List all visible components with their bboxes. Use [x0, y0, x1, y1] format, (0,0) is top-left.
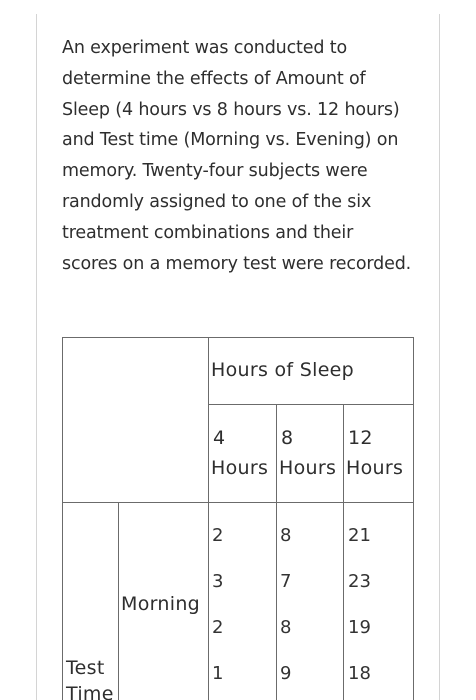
table-cell: 21 — [348, 525, 371, 546]
table-cell: 7 — [280, 571, 292, 592]
question-line: An experiment was conducted to — [62, 38, 348, 58]
column-group-header: Hours of Sleep — [211, 359, 355, 381]
column-header-bottom: Hours — [211, 457, 269, 479]
question-text — [62, 33, 434, 279]
column-header-top: 8 — [281, 427, 294, 449]
question-line: randomly assigned to one of the six — [62, 191, 372, 212]
table-cell: 8 — [280, 617, 292, 638]
question-line: scores on a memory test were recorded. — [62, 253, 412, 274]
question-line: treatment combinations and their — [62, 222, 354, 243]
table-cell: 2 — [212, 525, 224, 546]
question-line: determine the effects of Amount of — [62, 68, 366, 89]
table-cell: 8 — [280, 525, 292, 546]
col-divider-main — [208, 337, 209, 700]
data-table — [62, 337, 414, 700]
col-divider-4-8 — [276, 404, 277, 700]
table-cell: 2 — [212, 617, 224, 638]
column-header-top: 4 — [213, 427, 226, 449]
question-line: Sleep (4 hours vs 8 hours vs. 12 hours) — [62, 99, 400, 120]
question-line: memory. Twenty-four subjects were — [62, 161, 368, 182]
table-cell: 3 — [212, 571, 224, 592]
table-cell: 19 — [348, 617, 371, 638]
column-header-bottom: Hours — [279, 457, 337, 479]
col-divider-8-12 — [343, 404, 344, 700]
row-group-header-line: Time — [66, 683, 114, 700]
question-line: and Test time (Morning vs. Evening) on — [62, 130, 399, 151]
left-margin-rule — [36, 14, 37, 700]
table-border-right — [413, 337, 414, 700]
col-divider-row-labels — [118, 502, 119, 700]
column-header-bottom: Hours — [346, 457, 404, 479]
row-label-morning: Morning — [121, 593, 201, 615]
table-cell: 18 — [348, 663, 371, 684]
table-cell: 9 — [280, 663, 292, 684]
right-margin-rule — [439, 14, 440, 700]
table-cell: 23 — [348, 571, 371, 592]
table-border-top — [62, 337, 414, 338]
table-cell: 1 — [212, 663, 224, 684]
table-border-left — [62, 337, 63, 700]
column-header-top: 12 — [348, 427, 373, 449]
row-group-header-line: Test — [66, 657, 105, 679]
header-bottom-divider — [62, 502, 414, 503]
header-divider — [209, 404, 414, 405]
